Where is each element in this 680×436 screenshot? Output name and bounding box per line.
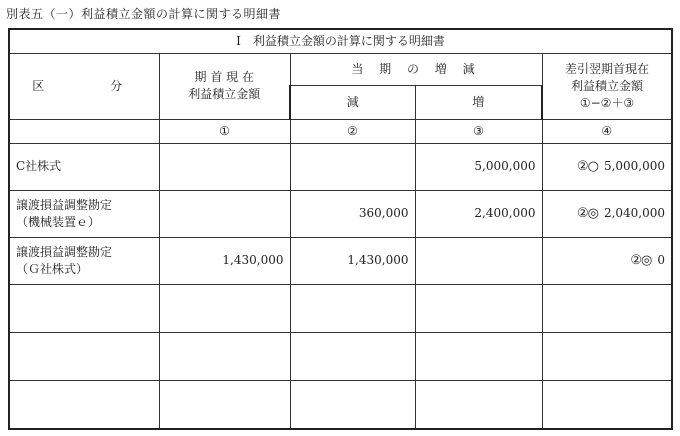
table-row-empty <box>9 380 672 429</box>
table-title: Ⅰ 利益積立金額の計算に関する明細書 <box>9 29 672 53</box>
cell-decrease: 1,430,000 <box>290 237 415 284</box>
empty-cell <box>415 332 542 380</box>
header-opening-line2: 利益積立金額 <box>188 87 261 101</box>
cell-opening: 1,430,000 <box>159 237 290 284</box>
empty-cell <box>159 284 290 332</box>
header-opening <box>159 53 290 119</box>
cell-closing <box>542 237 672 284</box>
cell-closing <box>542 190 672 237</box>
closing-value: 2,040,000 <box>603 206 666 220</box>
empty-cell <box>542 380 672 429</box>
empty-cell <box>290 284 415 332</box>
table-row <box>9 237 672 284</box>
closing-value: 0 <box>657 253 666 267</box>
adjustment-mark: ②◎ <box>630 253 652 268</box>
empty-cell <box>542 284 672 332</box>
empty-cell <box>542 332 672 380</box>
header-kubun: 区 分 <box>9 53 159 119</box>
profit-reserve-table <box>8 28 673 430</box>
header-num-4: ④ <box>542 119 672 143</box>
header-increase: 増 <box>415 85 542 119</box>
row-label <box>9 190 159 237</box>
table-row-empty <box>9 332 672 380</box>
row-label-line1: 譲渡損益調整勘定 <box>16 244 113 259</box>
header-closing <box>542 53 672 119</box>
cell-increase: 2,400,000 <box>415 190 542 237</box>
empty-cell <box>290 380 415 429</box>
header-decrease: 減 <box>290 85 415 119</box>
cell-opening <box>159 143 290 190</box>
table-row <box>9 190 672 237</box>
cell-closing <box>542 143 672 190</box>
header-closing-line1: 差引翌期首現在 <box>565 61 650 76</box>
header-num-blank <box>9 119 159 143</box>
row-label <box>9 143 159 190</box>
empty-cell <box>9 332 159 380</box>
cell-decrease <box>290 143 415 190</box>
adjustment-mark: ②○ <box>576 159 598 174</box>
row-label-line1: 譲渡損益調整勘定 <box>16 197 113 212</box>
table-row-empty <box>9 284 672 332</box>
header-num-3: ③ <box>415 119 542 143</box>
empty-cell <box>159 380 290 429</box>
empty-cell <box>415 380 542 429</box>
cell-opening <box>159 190 290 237</box>
empty-cell <box>9 284 159 332</box>
form-title: 別表五（一）利益積立金額の計算に関する明細書 <box>6 7 282 21</box>
header-num-2: ② <box>290 119 415 143</box>
empty-cell <box>415 284 542 332</box>
row-label-line2: （Ｇ社株式） <box>16 261 89 276</box>
row-label-line2: （機械装置ｅ） <box>16 214 101 229</box>
header-num-1: ① <box>159 119 290 143</box>
adjustment-mark: ②◎ <box>576 206 598 221</box>
table-row <box>9 143 672 190</box>
empty-cell <box>9 380 159 429</box>
empty-cell <box>290 332 415 380</box>
closing-value: 5,000,000 <box>603 159 666 173</box>
header-opening-line1: 期 首 現 在 <box>194 70 254 84</box>
cell-increase <box>415 237 542 284</box>
empty-cell <box>159 332 290 380</box>
row-label <box>9 237 159 284</box>
header-change: 当 期 の 増 減 <box>290 53 542 85</box>
header-closing-line2: 利益積立金額 <box>571 78 644 93</box>
cell-increase: 5,000,000 <box>415 143 542 190</box>
row-label-line1: C社株式 <box>16 159 62 173</box>
header-closing-line3: ①−②＋③ <box>579 95 635 110</box>
cell-decrease: 360,000 <box>290 190 415 237</box>
